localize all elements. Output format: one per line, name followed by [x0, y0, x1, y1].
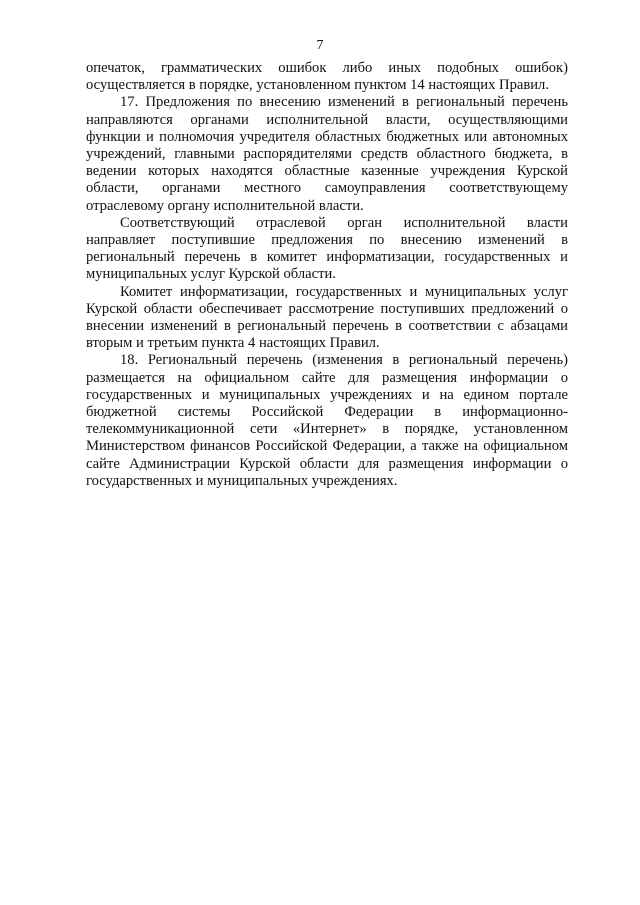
paragraph-17-second: Соответствующий отраслевой орган исполнительной власти направляет поступившие предложения по внесению изменений в региональный перечень в комитет информатизации, государственных и муниципальных услуг Курской области. [86, 214, 568, 283]
page-number: 7 [316, 38, 324, 53]
paragraph-continuation: опечаток, грамматических ошибок либо иных подобных ошибок) осуществляется в порядке, установленном пунктом 14 настоящих Правил. [86, 60, 568, 94]
paragraph-18: 18. Региональный перечень (изменения в региональный перечень) размещается на официальном сайте для размещения информации о государственных и муниципальных учреждениях и на едином портале бюджетной системы Российской Федерации в информационно-телекоммуникационной сети «Интернет» в порядке, установленном Министерством финансов Российской Федерации, а также на официальном сайте Администрации Курской области для размещения информации о государственных и муниципальных учреждениях. [86, 352, 568, 489]
paragraph-17: 17. Предложения по внесению изменений в региональный перечень направляются органами исполнительной власти, осуществляющими функции и полномочия учредителя областных бюджетных или автономных учреждений, главными распорядителями средств областного бюджета, в ведении которых находятся областные казенные учреждения Курской области, органами местного самоуправления соответствующему отраслевому органу исполнительной власти. [86, 94, 568, 214]
document-body [86, 60, 568, 490]
paragraph-17-third: Комитет информатизации, государственных и муниципальных услуг Курской области обеспечивает рассмотрение поступивших предложений о внесении изменений в региональный перечень в соответствии с абзацами вторым и третьим пункта 4 настоящих Правил. [86, 283, 568, 352]
